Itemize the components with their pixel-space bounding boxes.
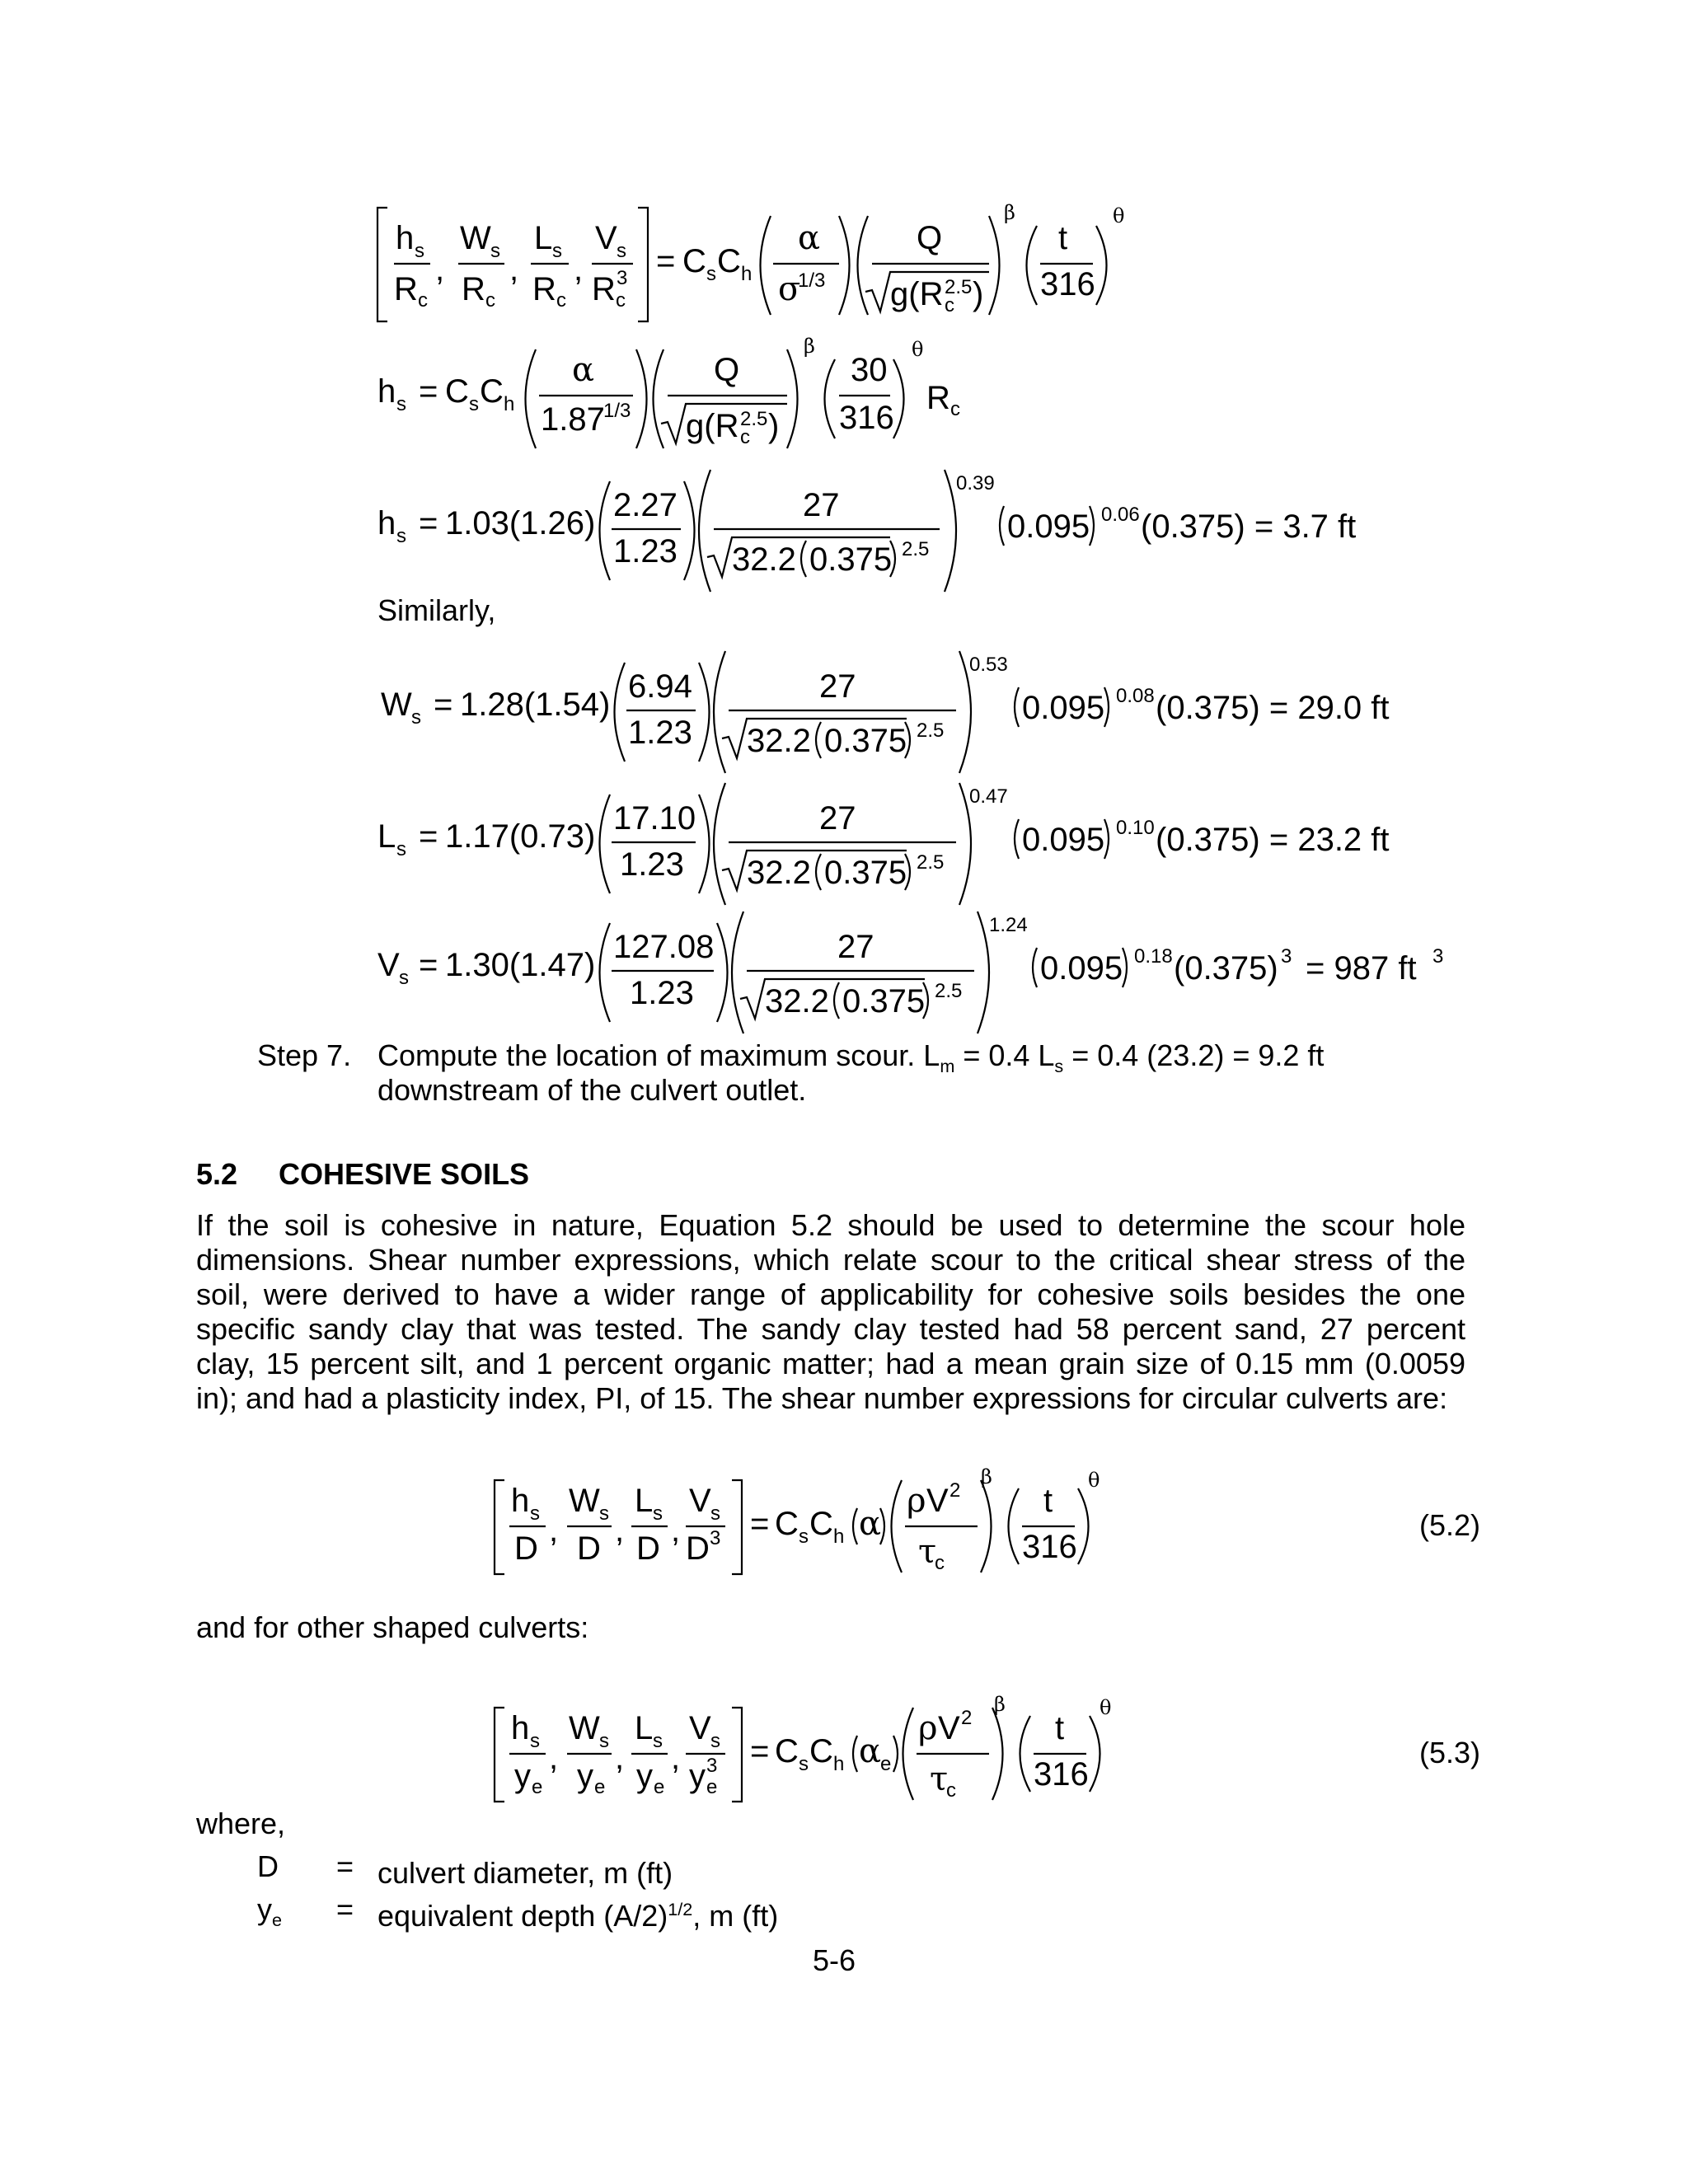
svg-text:ρ: ρ <box>918 1709 938 1747</box>
svg-text:L: L <box>635 1483 654 1519</box>
svg-text:s: s <box>799 1753 809 1775</box>
svg-text:s: s <box>599 1730 609 1752</box>
svg-text:α: α <box>572 351 595 389</box>
svg-text:,: , <box>615 1512 625 1549</box>
svg-text:0.095: 0.095 <box>1022 822 1105 858</box>
svg-text:=: = <box>419 818 438 855</box>
svg-text:1.17(0.73): 1.17(0.73) <box>445 818 596 855</box>
svg-text:D: D <box>577 1530 601 1567</box>
svg-text:): ) <box>768 408 780 444</box>
svg-text:,: , <box>671 1512 681 1549</box>
svg-text:W: W <box>569 1710 600 1746</box>
svg-text:y: y <box>577 1758 593 1794</box>
paragraph-line: clay, 15 percent silt, and 1 percent organic matter; had a mean grain size of 0.15 mm (0.0059 <box>196 1347 1465 1380</box>
svg-text:s: s <box>799 1526 809 1548</box>
svg-text:θ: θ <box>1088 1469 1100 1492</box>
svg-text:s: s <box>706 263 716 285</box>
svg-text:316: 316 <box>1040 266 1095 302</box>
svg-text:y: y <box>636 1758 653 1794</box>
svg-text:1.23: 1.23 <box>620 846 684 883</box>
svg-text:θ: θ <box>1113 204 1125 227</box>
svg-text:0.375: 0.375 <box>824 855 907 891</box>
svg-text:32.2: 32.2 <box>747 723 811 759</box>
svg-text:1.30(1.47): 1.30(1.47) <box>445 947 596 983</box>
svg-text:0.06: 0.06 <box>1101 504 1140 526</box>
equation-5-2 <box>495 1465 1100 1574</box>
svg-text:(0.375) = 23.2 ft: (0.375) = 23.2 ft <box>1156 822 1390 858</box>
definition-equals: = <box>336 1892 354 1926</box>
svg-text:0.18: 0.18 <box>1134 945 1173 968</box>
paragraph-line: soil, were derived to have a wider range of applicability for cohesive soils besides the one <box>196 1277 1465 1311</box>
svg-text:=: = <box>750 1506 770 1542</box>
svg-text:3: 3 <box>1432 945 1444 968</box>
svg-text:D: D <box>514 1530 538 1567</box>
svg-text:s: s <box>617 240 626 262</box>
svg-text:s: s <box>530 1502 540 1525</box>
svg-text:W: W <box>460 220 491 256</box>
svg-text:Q: Q <box>917 220 943 256</box>
svg-text:,: , <box>615 1740 625 1776</box>
step-text-line2: downstream of the culvert outlet. <box>377 1073 807 1107</box>
svg-text:2.5: 2.5 <box>740 408 768 430</box>
svg-text:s: s <box>710 1502 720 1525</box>
svg-text:c: c <box>945 294 954 316</box>
svg-text:,: , <box>574 251 584 288</box>
svg-text:y: y <box>689 1758 706 1794</box>
svg-text:s: s <box>710 1730 720 1752</box>
definition-text: culvert diameter, m (ft) <box>377 1856 673 1890</box>
svg-text:t: t <box>1055 1710 1065 1746</box>
svg-text:1/3: 1/3 <box>798 269 826 292</box>
svg-text:τ: τ <box>930 1760 949 1798</box>
definition-equals: = <box>336 1849 354 1883</box>
svg-text:0.375: 0.375 <box>842 983 926 1019</box>
svg-text:1/3: 1/3 <box>603 400 631 422</box>
svg-text:s: s <box>411 706 421 729</box>
body-paragraph <box>196 1208 1465 1416</box>
svg-text:=: = <box>750 1733 770 1769</box>
svg-text:,: , <box>435 251 445 288</box>
step-text-part: Compute the location of maximum scour. $L_m = 0.4$ $L_s = 0.4$ (23.2) = 9.2 ft <box>377 1038 1325 1077</box>
svg-text:V: V <box>926 1483 949 1519</box>
svg-text:1.03(1.26): 1.03(1.26) <box>445 505 596 541</box>
svg-text:316: 316 <box>1022 1529 1077 1565</box>
svg-text:6.94: 6.94 <box>628 668 692 705</box>
svg-text:0.095: 0.095 <box>1007 509 1090 545</box>
svg-text:c: c <box>556 289 566 312</box>
svg-text:Q: Q <box>714 352 740 388</box>
svg-text:(0.375) = 3.7 ft: (0.375) = 3.7 ft <box>1141 509 1357 545</box>
svg-text:=: = <box>434 687 453 723</box>
svg-text:c: c <box>740 426 750 448</box>
svg-text:1.23: 1.23 <box>613 533 678 569</box>
svg-text:e: e <box>880 1753 892 1775</box>
svg-text:D: D <box>636 1530 660 1567</box>
svg-text:h: h <box>396 220 415 256</box>
svg-text:,: , <box>671 1740 681 1776</box>
svg-text:s: s <box>396 838 406 860</box>
svg-text:y: y <box>514 1758 531 1794</box>
svg-text:R: R <box>532 271 556 307</box>
svg-text:30: 30 <box>851 352 888 388</box>
svg-text:e: e <box>654 1776 665 1798</box>
paragraph-line: If the soil is cohesive in nature, Equation 5.2 should be used to determine the scour hole <box>196 1208 1465 1242</box>
svg-text:s: s <box>599 1502 609 1525</box>
svg-text:0.10: 0.10 <box>1116 817 1155 839</box>
svg-text:0.39: 0.39 <box>956 472 995 494</box>
svg-text:C: C <box>809 1506 833 1542</box>
svg-text:(0.375) = 29.0 ft: (0.375) = 29.0 ft <box>1156 690 1390 726</box>
svg-text:g(R: g(R <box>890 276 944 312</box>
svg-text:g(R: g(R <box>686 408 739 444</box>
svg-text:27: 27 <box>819 800 856 837</box>
svg-text:= 987 ft: = 987 ft <box>1306 950 1417 987</box>
svg-text:s: s <box>399 967 409 989</box>
other-shapes-text: and for other shaped culverts: <box>196 1610 589 1644</box>
svg-text:=: = <box>419 505 438 541</box>
svg-text:s: s <box>653 1730 663 1752</box>
equation-ls-numeric <box>377 783 1390 905</box>
svg-text:s: s <box>530 1730 540 1752</box>
svg-text:1.24: 1.24 <box>989 914 1028 936</box>
svg-text:τ: τ <box>918 1533 937 1571</box>
svg-text:h: h <box>511 1483 530 1519</box>
svg-text:e: e <box>532 1776 543 1798</box>
svg-text:c: c <box>950 398 960 420</box>
svg-text:L: L <box>534 220 553 256</box>
svg-text:R: R <box>394 271 418 307</box>
svg-text:=: = <box>419 373 438 410</box>
svg-text:(0.375): (0.375) <box>1174 950 1278 987</box>
svg-text:h: h <box>377 505 396 541</box>
definition-symbol: D <box>257 1849 279 1883</box>
equation-number: (5.2) <box>1419 1508 1481 1542</box>
svg-text:0.53: 0.53 <box>969 654 1008 676</box>
svg-text:2.5: 2.5 <box>945 276 973 298</box>
svg-text:V: V <box>377 947 400 983</box>
section-title: COHESIVE SOILS <box>279 1157 530 1191</box>
svg-text:t: t <box>1043 1483 1053 1519</box>
svg-text:h: h <box>377 373 396 410</box>
paragraph-line: dimensions. Shear number expressions, which relate scour to the critical shear stress of the <box>196 1243 1465 1277</box>
svg-text:c: c <box>935 1552 945 1574</box>
svg-text:1.23: 1.23 <box>628 715 692 751</box>
svg-text:R: R <box>592 271 616 307</box>
svg-text:0.095: 0.095 <box>1040 950 1123 987</box>
svg-text:1.87: 1.87 <box>541 401 605 438</box>
svg-text:2.5: 2.5 <box>935 980 963 1002</box>
svg-text:c: c <box>946 1779 956 1802</box>
similarly-label: Similarly, <box>377 593 496 627</box>
svg-text:2: 2 <box>950 1479 961 1502</box>
definition-text: equivalent depth $(A/2)^{1/2}$, m (ft) <box>377 1899 779 1933</box>
svg-text:s: s <box>490 240 500 262</box>
svg-text:s: s <box>552 240 562 262</box>
svg-text:θ: θ <box>1100 1696 1112 1719</box>
svg-text:β: β <box>804 335 815 358</box>
svg-text:27: 27 <box>837 929 874 965</box>
equation-ws-numeric <box>381 651 1390 773</box>
svg-text:e: e <box>594 1776 606 1798</box>
svg-text:L: L <box>377 818 396 855</box>
equation-number: (5.3) <box>1419 1736 1481 1769</box>
definition-symbol: $y_e$ <box>257 1892 283 1931</box>
svg-text:=: = <box>419 947 438 983</box>
svg-text:α: α <box>859 1732 882 1770</box>
svg-text:0.47: 0.47 <box>969 785 1008 808</box>
svg-text:32.2: 32.2 <box>747 855 811 891</box>
svg-text:h: h <box>511 1710 530 1746</box>
paragraph-line: in); and had a plasticity index, PI, of 15. The shear number expressions for circular culverts are: <box>196 1381 1448 1415</box>
svg-text:R: R <box>462 271 485 307</box>
svg-text:17.10: 17.10 <box>613 800 696 837</box>
svg-text:2.5: 2.5 <box>917 851 945 874</box>
svg-text:s: s <box>469 393 479 415</box>
svg-text:h: h <box>833 1753 845 1775</box>
svg-text:h: h <box>504 393 515 415</box>
svg-text:3: 3 <box>617 267 628 289</box>
svg-text:2.5: 2.5 <box>917 719 945 742</box>
svg-text:V: V <box>595 220 617 256</box>
svg-text:): ) <box>973 276 984 312</box>
svg-text:s: s <box>415 240 424 262</box>
svg-text:=: = <box>656 243 676 279</box>
svg-text:32.2: 32.2 <box>765 983 829 1019</box>
svg-text:0.375: 0.375 <box>824 723 907 759</box>
svg-text:3: 3 <box>1281 945 1292 968</box>
section-number: 5.2 <box>196 1157 238 1191</box>
svg-text:α: α <box>859 1505 882 1543</box>
svg-text:L: L <box>635 1710 654 1746</box>
svg-text:3: 3 <box>706 1755 718 1777</box>
svg-text:t: t <box>1058 220 1068 256</box>
svg-text:c: c <box>616 289 626 312</box>
svg-text:1.28(1.54): 1.28(1.54) <box>460 687 611 723</box>
equation-vs-numeric <box>377 912 1443 1033</box>
svg-text:V: V <box>689 1710 711 1746</box>
svg-text:c: c <box>485 289 495 312</box>
svg-text:β: β <box>981 1465 992 1488</box>
svg-text:R: R <box>926 380 950 416</box>
svg-text:D: D <box>686 1530 710 1567</box>
where-label: where, <box>196 1807 286 1840</box>
svg-text:V: V <box>689 1483 711 1519</box>
svg-text:3: 3 <box>710 1527 721 1549</box>
svg-text:e: e <box>706 1776 718 1798</box>
equation-hs-general <box>377 335 960 448</box>
svg-text:0.095: 0.095 <box>1022 690 1105 726</box>
svg-text:C: C <box>682 243 706 279</box>
svg-text:32.2: 32.2 <box>732 541 796 578</box>
svg-text:h: h <box>833 1526 845 1548</box>
equation-5-3 <box>495 1693 1111 1802</box>
svg-text:θ: θ <box>912 338 924 361</box>
svg-text:27: 27 <box>803 487 840 523</box>
svg-text:α: α <box>798 219 821 257</box>
svg-text:C: C <box>480 373 504 410</box>
page-number: 5-6 <box>813 1943 856 1977</box>
svg-text:s: s <box>396 393 406 415</box>
svg-text:σ: σ <box>778 270 801 308</box>
svg-text:C: C <box>809 1733 833 1769</box>
equation-general-noncohesive <box>377 201 1124 321</box>
svg-text:s: s <box>653 1502 663 1525</box>
svg-text:s: s <box>396 525 406 547</box>
svg-text:2.27: 2.27 <box>613 487 678 523</box>
svg-text:,: , <box>509 251 519 288</box>
svg-text:1.23: 1.23 <box>630 975 694 1011</box>
svg-text:ρ: ρ <box>907 1482 926 1520</box>
svg-text:C: C <box>717 243 741 279</box>
svg-text:2.5: 2.5 <box>902 538 930 560</box>
svg-text:,: , <box>549 1740 559 1776</box>
svg-text:0.08: 0.08 <box>1116 685 1155 707</box>
svg-text:h: h <box>741 263 753 285</box>
svg-text:C: C <box>775 1733 799 1769</box>
svg-text:β: β <box>994 1693 1006 1716</box>
svg-text:W: W <box>569 1483 600 1519</box>
svg-text:c: c <box>418 289 428 312</box>
svg-text:2: 2 <box>961 1707 973 1729</box>
equation-hs-numeric <box>377 470 1356 592</box>
svg-text:127.08: 127.08 <box>613 929 715 965</box>
svg-text:V: V <box>938 1710 960 1746</box>
svg-text:β: β <box>1004 201 1015 224</box>
svg-text:0.375: 0.375 <box>809 541 893 578</box>
svg-text:316: 316 <box>1034 1756 1089 1793</box>
svg-text:C: C <box>445 373 469 410</box>
svg-text:316: 316 <box>839 400 894 436</box>
svg-text:27: 27 <box>819 668 856 705</box>
svg-text:,: , <box>549 1512 559 1549</box>
paragraph-line: specific sandy clay that was tested. The sandy clay tested had 58 percent sand, 27 percent <box>196 1312 1465 1346</box>
svg-text:C: C <box>775 1506 799 1542</box>
step-label: Step 7. <box>257 1038 352 1072</box>
svg-text:W: W <box>381 687 412 723</box>
